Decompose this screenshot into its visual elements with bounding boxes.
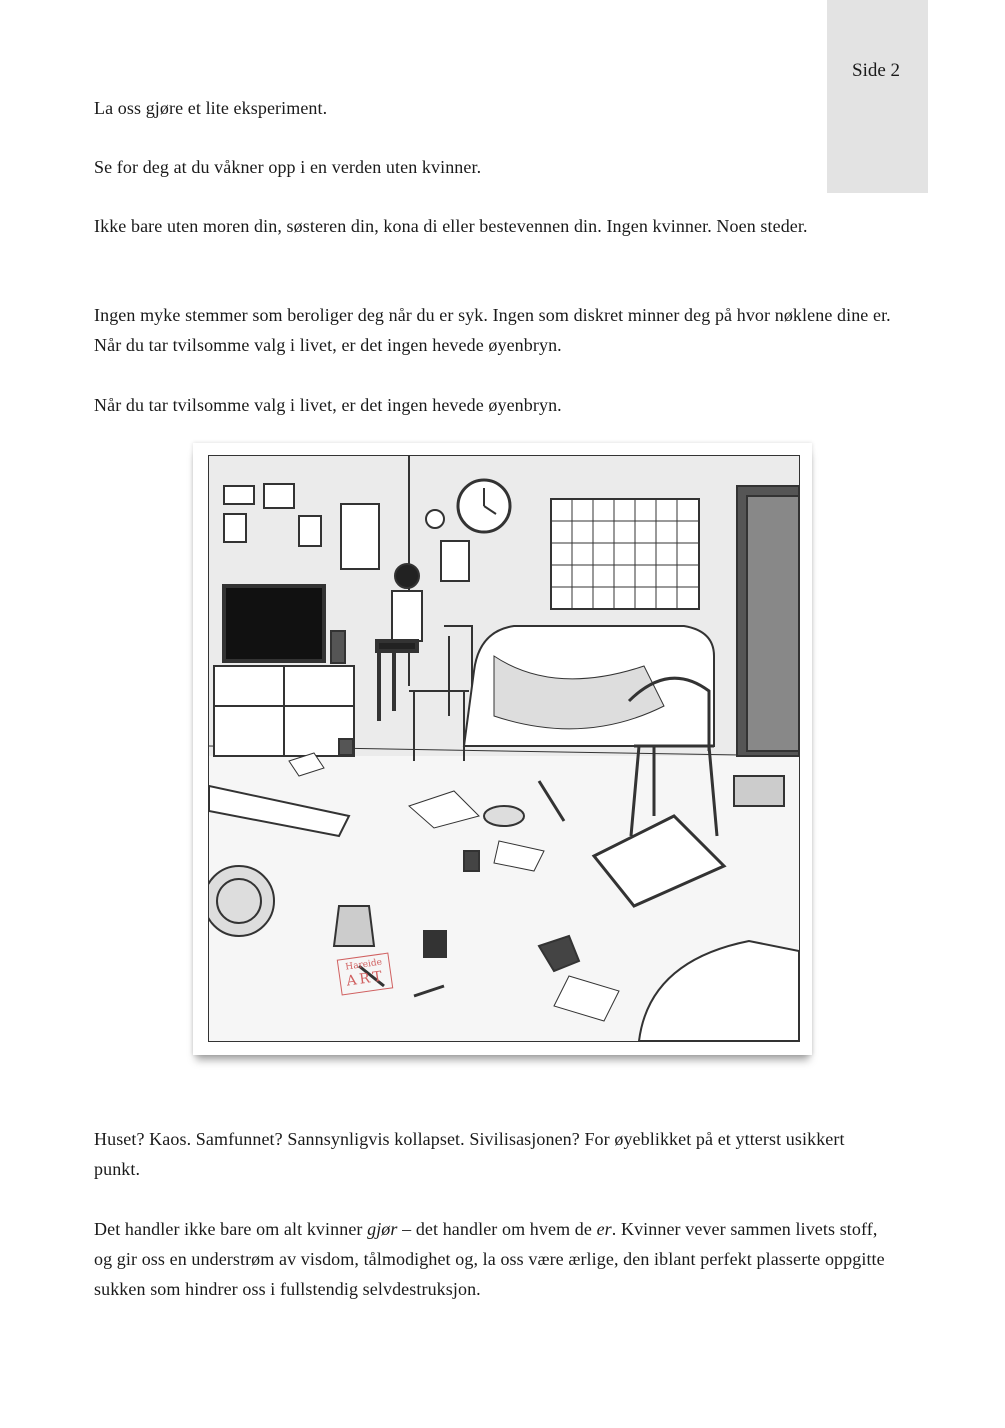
paragraph-1: La oss gjøre et lite eksperiment. — [94, 98, 328, 118]
wall-calendar — [551, 499, 699, 609]
text-run: . Kvinner vever sammen livets stoff, og gir oss en understrøm av visdom, tålmodighet og, la oss være ærlige, den iblant perfekt plasserte oppgitte sukken som hindrer oss i fullstendig selvdestruksjon. — [94, 1219, 885, 1299]
paragraph-7 — [94, 1214, 894, 1304]
emphasis-gjor: gjør — [367, 1219, 398, 1239]
messy-room-illustration — [208, 455, 800, 1042]
emphasis-er: er — [596, 1219, 612, 1239]
illustration-frame — [193, 443, 812, 1055]
text-run: – det handler om hvem de — [397, 1219, 597, 1239]
text-run: Det handler ikke bare om alt kvinner — [94, 1219, 368, 1239]
paragraph-6: Huset? Kaos. Samfunnet? Sannsynligvis kollapset. Sivilisasjonen? For øyeblikket på et ytterst usikkert punkt. — [94, 1129, 845, 1179]
paragraph-5: Når du tar tvilsomme valg i livet, er det ingen hevede øyenbryn. — [94, 395, 562, 415]
sofa — [464, 626, 714, 746]
page-number: Side 2 — [852, 60, 901, 81]
paragraph-3: Ikke bare uten moren din, søsteren din, kona di eller bestevennen din. Ingen kvinner. Noen steder. — [94, 216, 808, 236]
wall-clock-icon — [458, 480, 510, 532]
paragraph-4: Ingen myke stemmer som beroliger deg når du er syk. Ingen som diskret minner deg på hvor nøklene dine er. Når du tar tvilsomme valg i livet, er det ingen hevede øyenbryn. — [94, 305, 891, 355]
paragraph-2: Se for deg at du våkner opp i en verden uten kvinner. — [94, 157, 482, 177]
artist-stamp: Hareide ART — [337, 953, 394, 996]
